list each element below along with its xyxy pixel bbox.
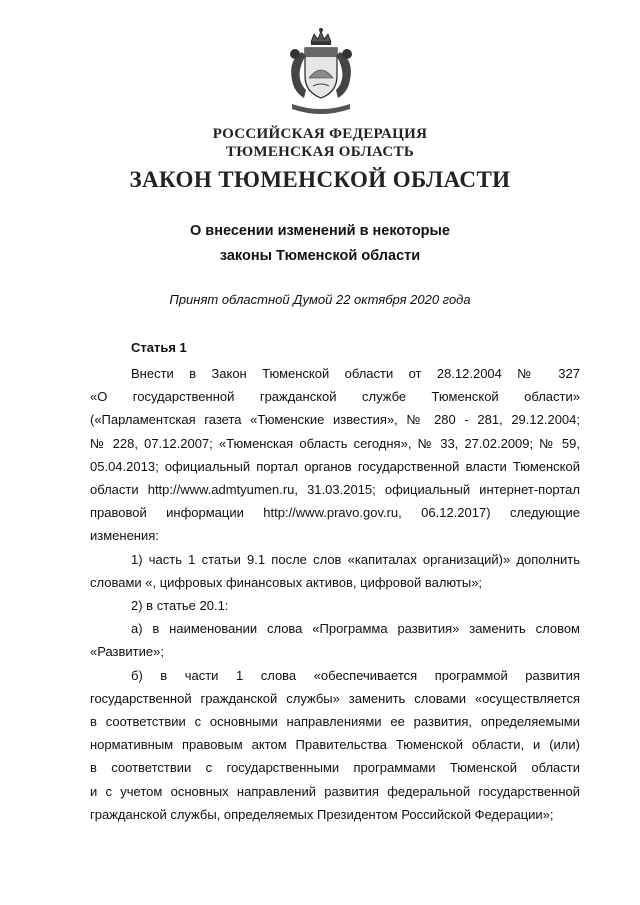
text-line: и с учетом основных направлений развития федеральной государственной [90,783,580,799]
article-body [90,362,580,826]
article-heading: Статья 1 [131,340,187,355]
coat-of-arms-icon [280,26,362,118]
text-line: 2) в статье 20.1: [131,598,229,614]
text-line: Внести в Закон Тюменской области от 28.12.2004 № 327 [131,366,580,381]
country-name: РОССИЙСКАЯ ФЕДЕРАЦИЯ [212,126,428,142]
text-line: 05.04.2013; официальный портал органов государственной власти Тюменской [90,458,580,474]
text-line: государственной гражданской службы» заменить словами «осуществляется [90,690,580,706]
region-name: ТЮМЕНСКАЯ ОБЛАСТЬ [225,144,415,160]
adoption-note: Принят областной Думой 22 октября 2020 года [169,292,471,307]
text-line: в соответствии с основными направлениями ее развития, определяемыми [90,714,580,730]
text-line: 1) часть 1 статьи 9.1 после слов «капиталах организаций)» дополнить [131,551,580,567]
text-line: («Парламентская газета «Тюменские известия», № 280 - 281, 29.12.2004; [90,412,580,428]
text-line: «О государственной гражданской службе Тюменской области» [90,389,580,405]
text-line: гражданской службы, определяемых Президентом Российской Федерации»; [90,806,554,822]
text-line: словами «, цифровых финансовых активов, цифровой валюты»; [90,574,483,590]
text-line: изменения: [90,528,159,544]
law-title-line: О внесении изменений в некоторые [190,223,450,239]
law-type-heading: ЗАКОН ТЮМЕНСКОЙ ОБЛАСТИ [129,167,511,192]
text-line: нормативным правовым актом Правительства Тюменской области, и (или) [90,737,580,753]
text-line: правовой информации http://www.pravo.gov.ru, 06.12.2017) следующие [90,505,580,521]
text-line: б) в части 1 слова «обеспечивается программой развития [131,667,580,683]
text-line: № 228, 07.12.2007; «Тюменская область сегодня», № 33, 27.02.2009; № 59, [90,435,580,451]
text-line: «Развитие»; [90,644,164,660]
law-title-line: законы Тюменской области [219,248,421,264]
text-line: области http://www.admtyumen.ru, 31.03.2015; официальный интернет-портал [90,482,580,498]
text-line: в соответствии с государственными программами Тюменской области [90,760,580,776]
text-line: а) в наименовании слова «Программа развития» заменить словом [131,621,580,637]
